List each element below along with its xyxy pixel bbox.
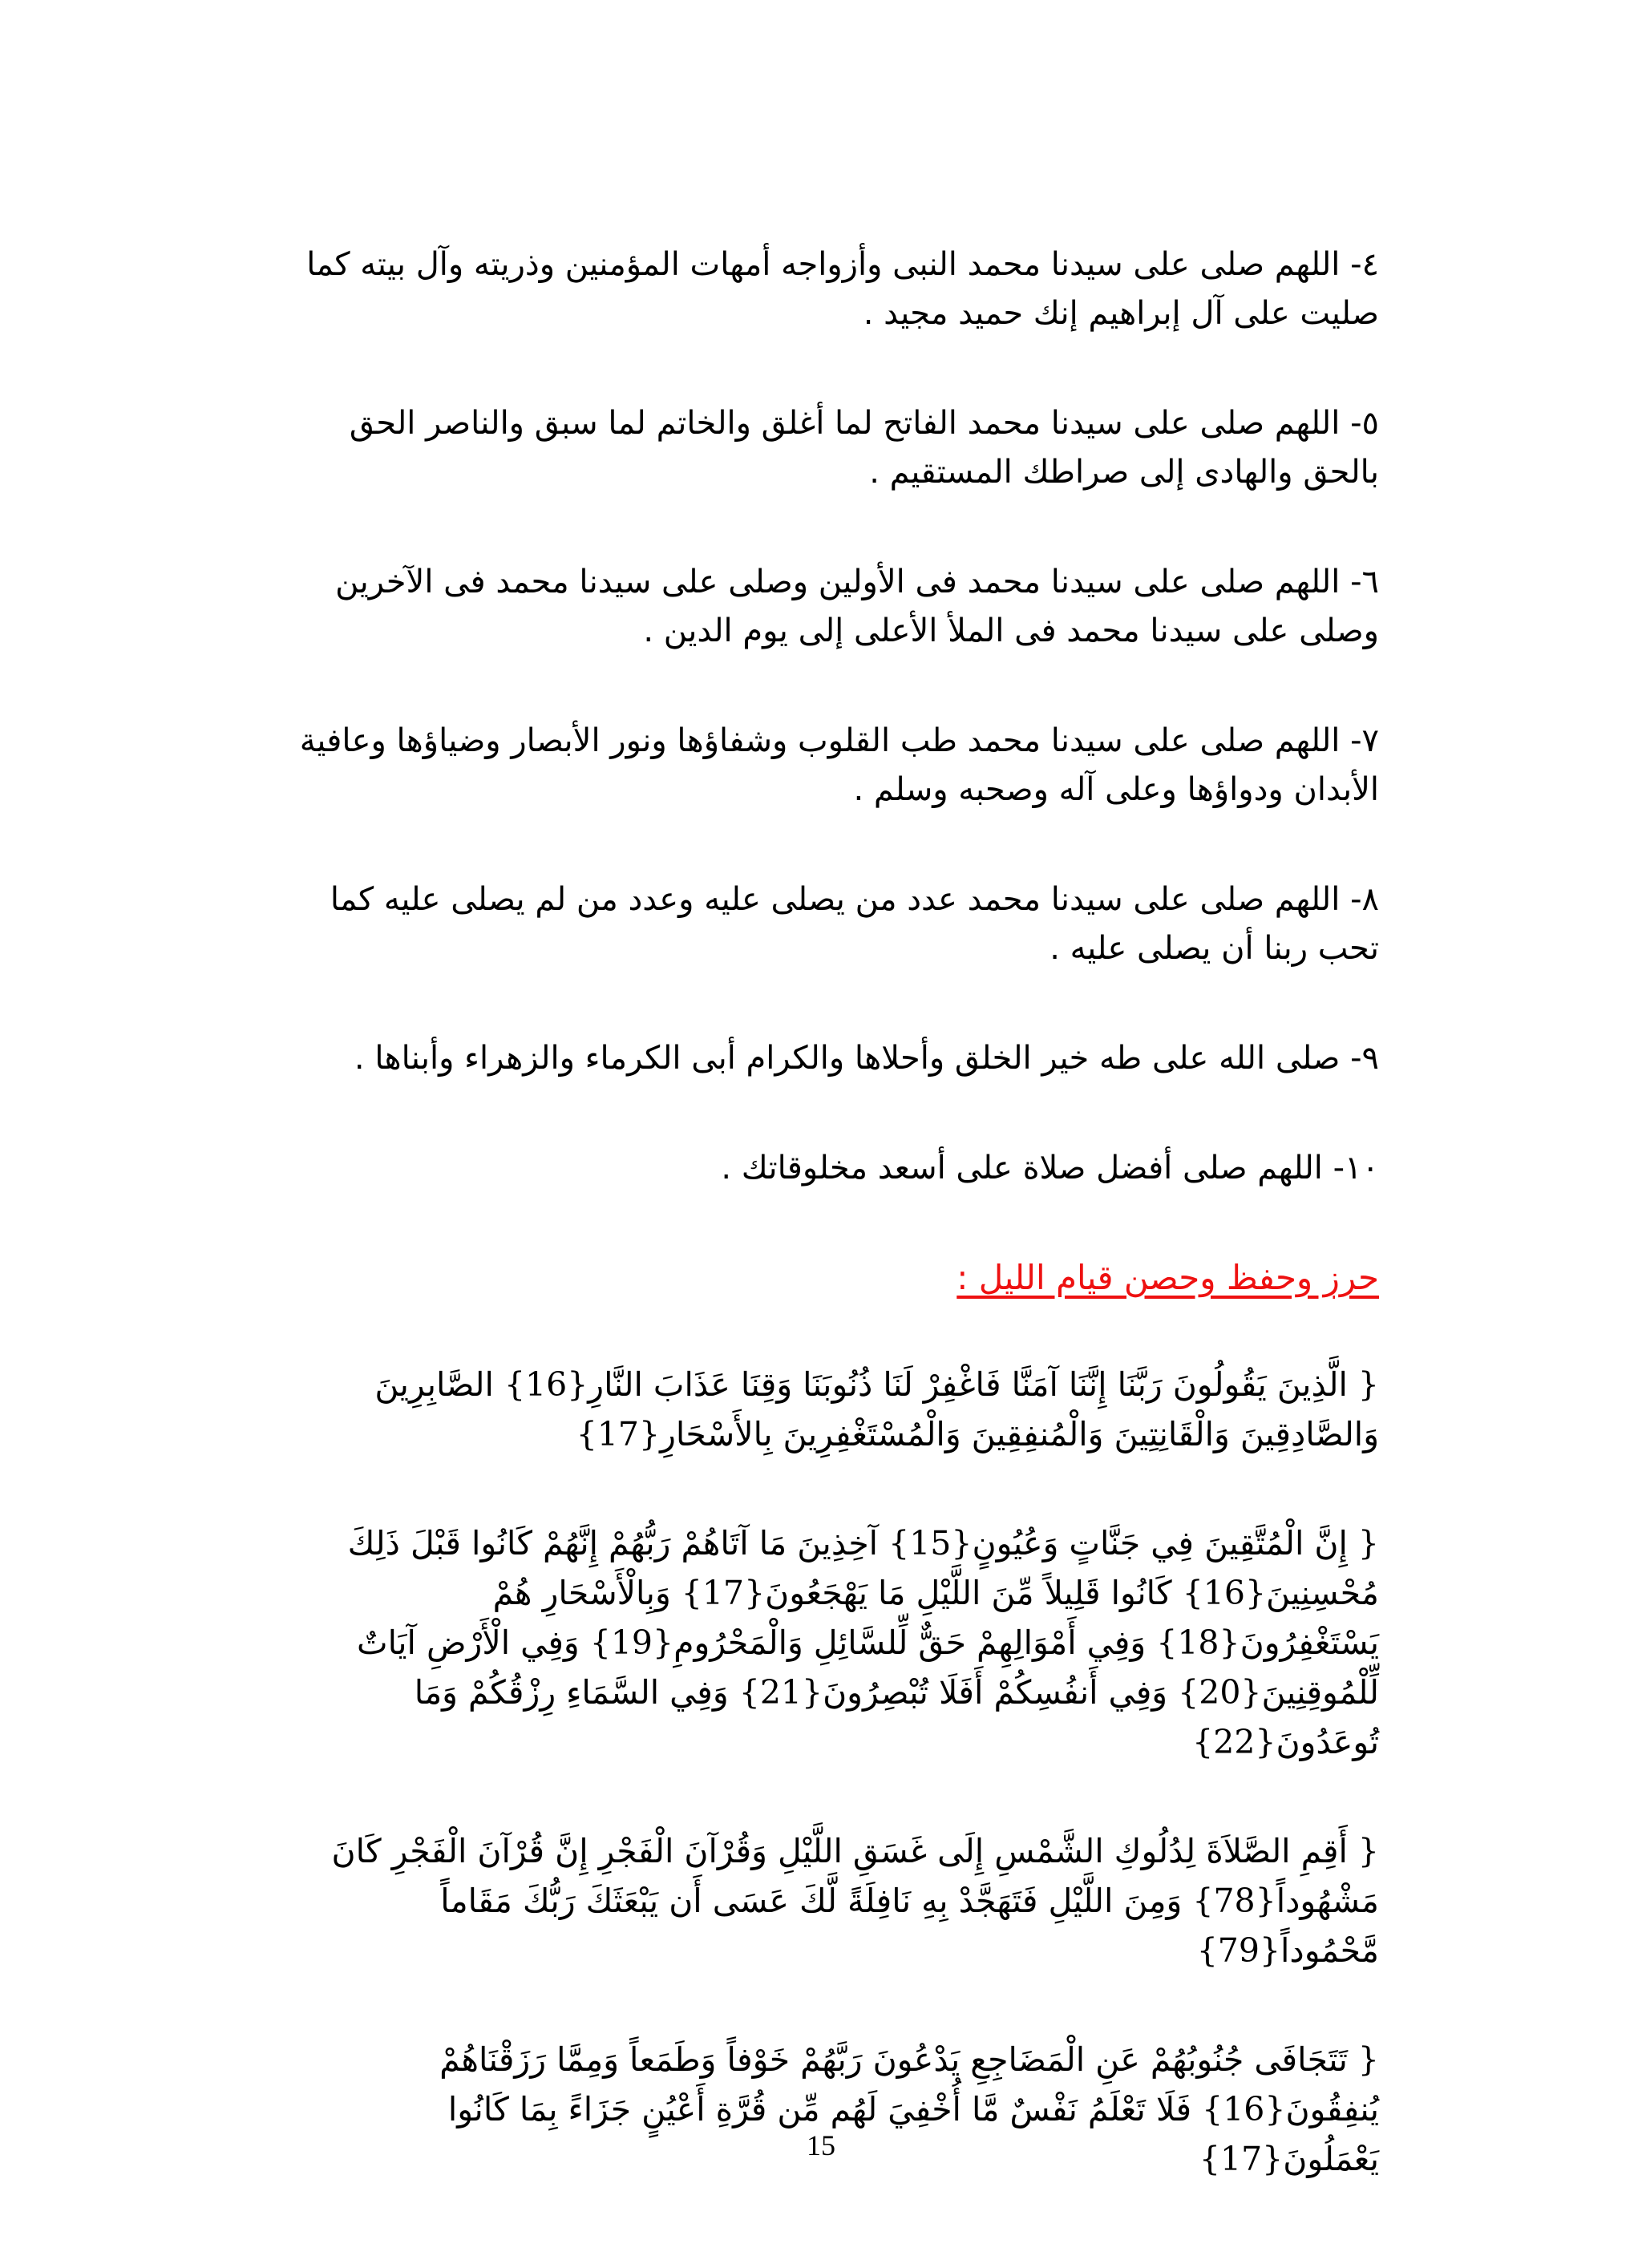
prayer-paragraph-9: ٩- صلى الله على طه خير الخلق وأحلاها والكرام أبى الكرماء والزهراء وأبناها .	[354, 1040, 1379, 1077]
prayer-paragraph-6: ٦- اللهم صلى على سيدنا محمد فى الأولين وصلى على سيدنا محمد فى الآخرين وصلى على سيدنا محمد فى الملأ الأعلى إلى يوم الدين .	[335, 564, 1379, 649]
prayer-paragraph-8: ٨- اللهم صلى على سيدنا محمد عدد من يصلى عليه وعدد من لم يصلى عليه كما تحب ربنا أن يصلى عليه .	[330, 881, 1379, 967]
verse-block-2: { إِنَّ الْمُتَّقِينَ فِي جَنَّاتٍ وَعُيُونٍ{15} آخِذِينَ مَا آتَاهُمْ رَبُّهُمْ إِنَّهُمْ كَانُوا قَبْلَ ذَلِكَ مُحْسِنِينَ{16} كَانُوا قَلِيلاً مِّنَ اللَّيْلِ مَا يَهْجَعُونَ{17} وَبِالْأَسْحَارِ هُمْ يَسْتَغْفِرُونَ{18} وَفِي أَمْوَالِهِمْ حَقٌّ لِّلسَّائِلِ وَالْمَحْرُومِ{19} وَفِي الْأَرْضِ آيَاتٌ لِّلْمُوقِنِينَ{20} وَفِي أَنفُسِكُمْ أَفَلَا تُبْصِرُونَ{21} وَفِي السَّمَاءِ رِزْقُكُمْ وَمَا تُوعَدُونَ{22}	[347, 1524, 1379, 1761]
prayer-paragraph-4: ٤- اللهم صلى على سيدنا محمد النبى وأزواجه أمهات المؤمنين وذريته وآل بيته كما صليت على آل إبراهيم إنك حميد مجيد .	[306, 246, 1379, 332]
verse-block-1: { الَّذِينَ يَقُولُونَ رَبَّنَا إِنَّنَا آمَنَّا فَاغْفِرْ لَنَا ذُنُوبَنَا وَقِنَا عَذَابَ النَّارِ{16} الصَّابِرِينَ وَالصَّادِقِينَ وَالْقَانِتِينَ وَالْمُنفِقِينَ وَالْمُسْتَغْفِرِينَ بِالأَسْحَارِ{17}	[374, 1365, 1379, 1453]
section-heading: حرز وحفظ وحصن قيام الليل :	[956, 1258, 1379, 1297]
prayer-paragraph-5: ٥- اللهم صلى على سيدنا محمد الفاتح لما أغلق والخاتم لما سبق والناصر الحق بالحق والهادى إلى صراطك المستقيم .	[349, 405, 1379, 491]
prayer-paragraph-10: ١٠- اللهم صلى أفضل صلاة على أسعد مخلوقاتك .	[721, 1150, 1379, 1187]
prayer-paragraph-7: ٧- اللهم صلى على سيدنا محمد طب القلوب وشفاؤها ونور الأبصار وضياؤها وعافية الأبدان ودواؤها وعلى آله وصحبه وسلم .	[299, 722, 1379, 808]
page-number: 15	[807, 2129, 835, 2161]
verse-block-4: { تَتَجَافَى جُنُوبُهُمْ عَنِ الْمَضَاجِعِ يَدْعُونَ رَبَّهُمْ خَوْفاً وَطَمَعاً وَمِمَّا رَزَقْنَاهُمْ يُنفِقُونَ{16} فَلَا تَعْلَمُ نَفْسٌ مَّا أُخْفِيَ لَهُم مِّن قُرَّةِ أَعْيُنٍ جَزَاءً بِمَا كَانُوا يَعْمَلُونَ{17}	[439, 2040, 1379, 2178]
verse-block-3: { أَقِمِ الصَّلاَةَ لِدُلُوكِ الشَّمْسِ إِلَى غَسَقِ اللَّيْلِ وَقُرْآنَ الْفَجْرِ إِنَّ قُرْآنَ الْفَجْرِ كَانَ مَشْهُوداً{78} وَمِنَ اللَّيْلِ فَتَهَجَّدْ بِهِ نَافِلَةً لَّكَ عَسَى أَن يَبْعَثَكَ رَبُّكَ مَقَاماً مَّحْمُوداً{79}	[331, 1832, 1379, 1970]
page-content	[273, 241, 1379, 2243]
